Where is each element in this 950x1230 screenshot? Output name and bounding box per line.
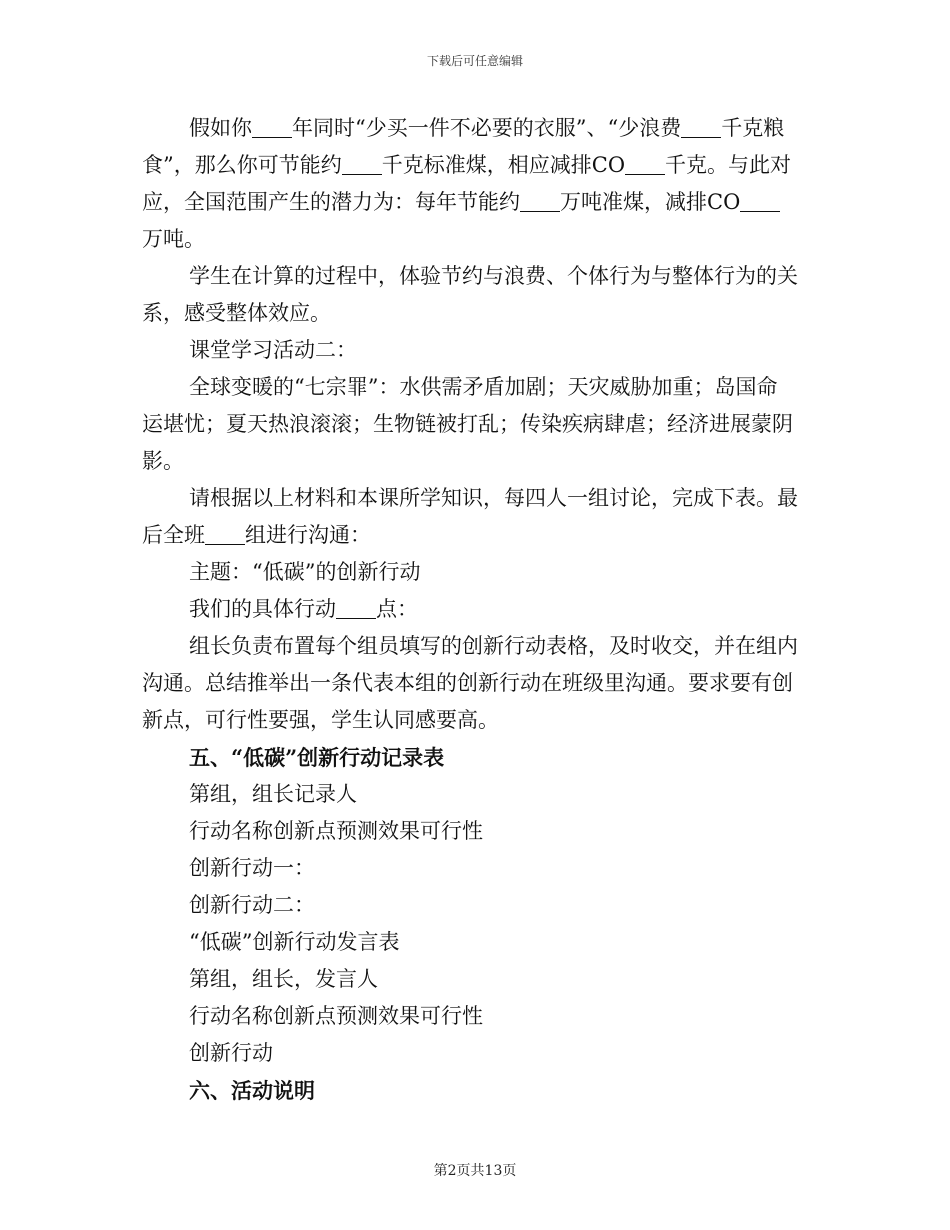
- document-body: [142, 110, 798, 1109]
- fill-blank: [336, 597, 376, 619]
- paragraph-seven-sins: 全球变暖的“七宗罪”：水供需矛盾加剧；天灾威胁加重；岛国命运堪忧；夏天热浪滚滚；生物链被打乱；传染疾病肆虐；经济进展蒙阴影。: [142, 375, 793, 473]
- text-run: 千克粮食”，那么你可节能约: [142, 116, 785, 177]
- paragraph-record-group: 第组，组长记录人: [189, 782, 357, 806]
- text-run: 千克。与此对应，全国范围产生的潜力为：每年节能约: [142, 153, 792, 214]
- text-run: 千克标准煤，相应减排CO: [381, 153, 626, 177]
- paragraph-calculation: [142, 110, 798, 258]
- text-run: 请根据以上材料和本课所学知识，每四人一组讨论，完成下表。最后全班: [142, 486, 798, 547]
- paragraph-action-one: 创新行动一：: [189, 856, 315, 880]
- section-heading-six: 六、活动说明: [189, 1078, 315, 1103]
- text-run: 万吨准煤，减排CO: [560, 190, 741, 214]
- paragraph-speech-table: “低碳”创新行动发言表: [189, 930, 400, 954]
- paragraph-record-columns: 行动名称创新点预测效果可行性: [189, 819, 483, 843]
- paragraph-activity-two: 课堂学习活动二：: [189, 338, 357, 362]
- paragraph-speech-columns: 行动名称创新点预测效果可行性: [189, 1004, 483, 1028]
- text-run: 假如你: [189, 116, 252, 140]
- text-run: 组进行沟通：: [245, 523, 371, 547]
- paragraph-action-two: 创新行动二：: [189, 893, 315, 917]
- text-run: 万吨。: [142, 227, 205, 251]
- fill-blank: [520, 190, 560, 212]
- fill-blank: [625, 153, 665, 175]
- paragraph-discussion: [142, 480, 798, 554]
- paragraph-leader-duties: 组长负责布置每个组员填写的创新行动表格，及时收交，并在组内沟通。总结推举出一条代表本组的创新行动在班级里沟通。要求要有创新点，可行性要强，学生认同感要高。: [142, 634, 798, 732]
- paragraph-speech-group: 第组，组长，发言人: [189, 967, 378, 991]
- page-footer: 第2页共13页: [433, 1163, 517, 1179]
- fill-blank: [252, 116, 292, 138]
- paragraph-theme: 主题：“低碳”的创新行动: [189, 560, 421, 584]
- fill-blank: [342, 153, 382, 175]
- paragraph-student-experience: 学生在计算的过程中，体验节约与浪费、个体行为与整体行为的关系，感受整体效应。: [142, 264, 798, 325]
- fill-blank: [681, 116, 721, 138]
- fill-blank: [740, 190, 780, 212]
- text-run: 点：: [376, 597, 418, 621]
- section-heading-five: 五、“低碳”创新行动记录表: [189, 745, 445, 770]
- text-run: 我们的具体行动: [189, 597, 336, 621]
- fill-blank: [205, 523, 245, 545]
- page-header: 下载后可任意编辑: [426, 54, 523, 68]
- paragraph-innovative-action: 创新行动: [189, 1041, 273, 1065]
- text-run: 年同时“少买一件不必要的衣服”、“少浪费: [292, 116, 682, 140]
- paragraph-actions: [142, 591, 798, 628]
